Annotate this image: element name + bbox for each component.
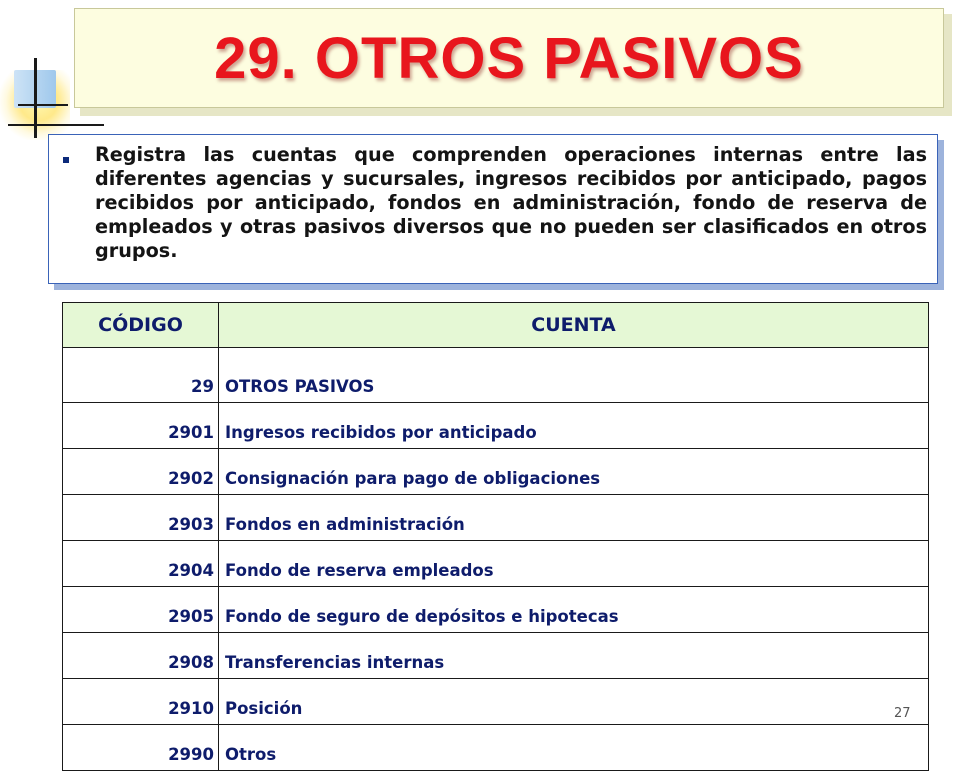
account-code: 2990: [63, 725, 219, 771]
square-bullet-icon: [63, 157, 69, 163]
table-header-row: [63, 303, 929, 348]
account-code: 2908: [63, 633, 219, 679]
table-row: [63, 403, 929, 449]
page-title: 29. OTROS PASIVOS: [214, 25, 804, 91]
accounts-table-container: [62, 302, 928, 771]
account-name: Posición: [219, 679, 929, 725]
account-code: 2901: [63, 403, 219, 449]
description-text: Registra las cuentas que comprenden operaciones internas entre las diferentes agencias y sucursales, ingresos recibidos por anticipado, pagos recibidos por anticipado, fondos en administración, fondo de reserva de empleados y otras pasivos diversos que no pueden ser clasificados en otros grupos.: [95, 143, 927, 262]
accounts-table: [62, 302, 929, 771]
account-name: Fondo de reserva empleados: [219, 541, 929, 587]
account-code: 2905: [63, 587, 219, 633]
corner-short-line: [18, 104, 68, 106]
table-row: [63, 679, 929, 725]
page-number: 27: [894, 706, 911, 721]
table-row: [63, 725, 929, 771]
table-row: [63, 348, 929, 403]
table-row: [63, 587, 929, 633]
title-banner: [74, 8, 944, 108]
account-name: Transferencias internas: [219, 633, 929, 679]
corner-vertical-line: [34, 58, 37, 138]
account-name: Otros: [219, 725, 929, 771]
corner-horizontal-line: [8, 124, 104, 126]
account-name: Consignación para pago de obligaciones: [219, 449, 929, 495]
column-header-code: CÓDIGO: [63, 303, 219, 348]
description-box: [48, 134, 938, 284]
account-name: Fondos en administración: [219, 495, 929, 541]
table-row: [63, 495, 929, 541]
account-code: 29: [63, 348, 219, 403]
account-code: 2910: [63, 679, 219, 725]
account-code: 2903: [63, 495, 219, 541]
table-row: [63, 541, 929, 587]
table-row: [63, 633, 929, 679]
account-name: OTROS PASIVOS: [219, 348, 929, 403]
account-code: 2904: [63, 541, 219, 587]
table-row: [63, 449, 929, 495]
account-name: Ingresos recibidos por anticipado: [219, 403, 929, 449]
account-name: Fondo de seguro de depósitos e hipotecas: [219, 587, 929, 633]
description-bullet-item: [61, 143, 927, 263]
column-header-account: CUENTA: [219, 303, 929, 348]
account-code: 2902: [63, 449, 219, 495]
